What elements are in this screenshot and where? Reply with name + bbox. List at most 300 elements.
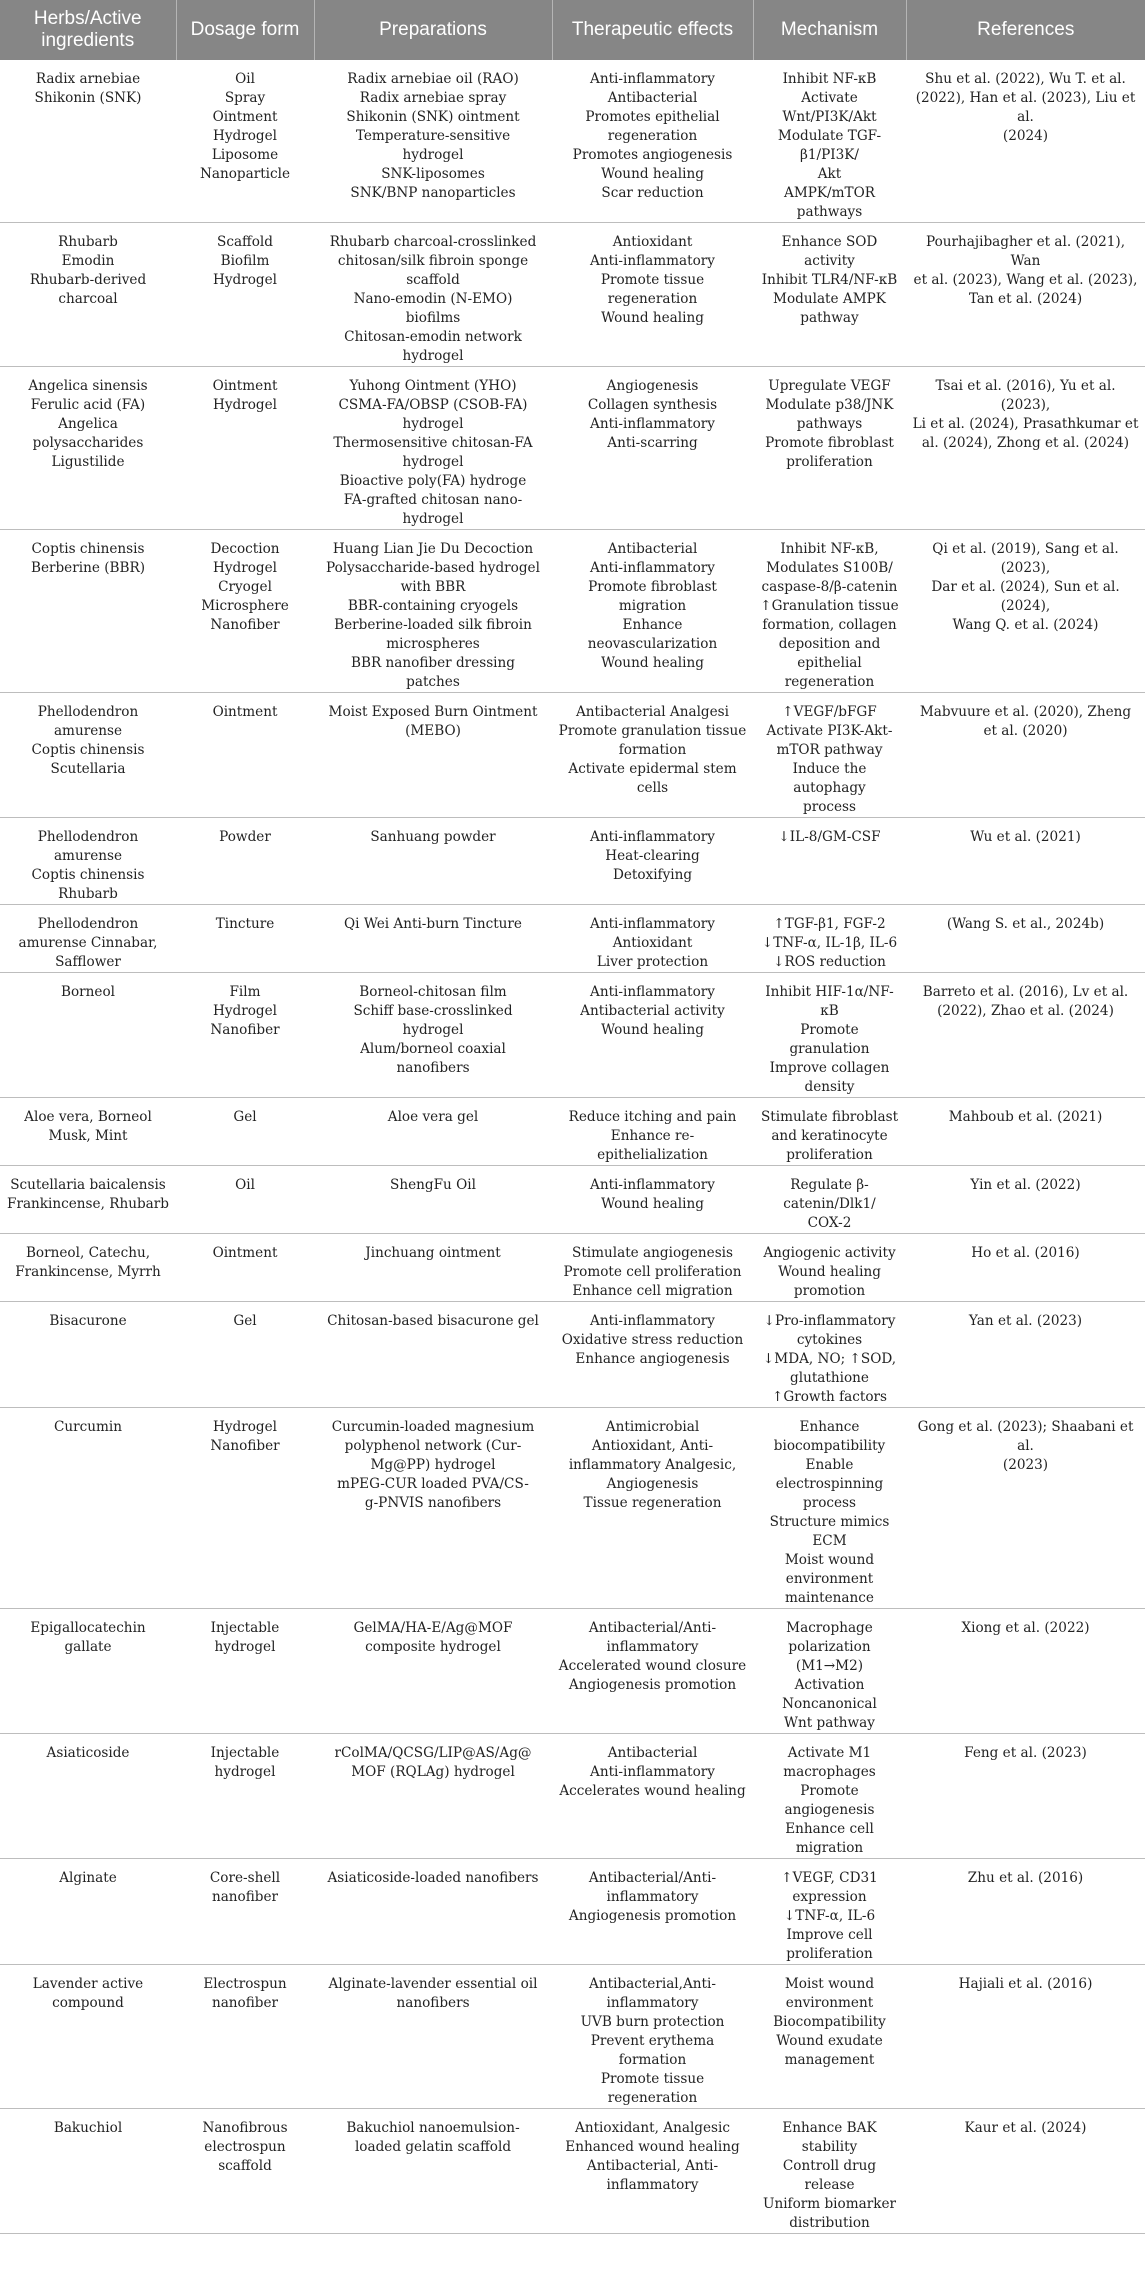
cell-preparations [314,1408,552,1609]
cell-line: epithelial regeneration [784,655,875,690]
cell-line: cells [636,780,669,796]
cell-line: Modulate AMPK [773,291,886,307]
cell-line: Enhance BAK stability [782,2120,877,2155]
cell-line: COX-2 [807,1215,852,1231]
table-body [0,60,1145,2234]
cell-line: Hydrogel [212,272,277,288]
table-row [0,1859,1145,1965]
cell-line: Upregulate VEGF [768,378,891,394]
cell-line: patches [406,674,460,690]
cell-line: Lavender active [32,1976,144,1992]
cell-therapeutic-effects [552,2109,753,2234]
cell-line: Oil [235,71,255,87]
cell-dosage-form [176,1965,314,2109]
cell-line: nanofibers [396,1995,470,2011]
cell-mechanism [753,60,906,223]
cell-line: ↑VEGF, CD31 [781,1870,878,1886]
cell-line: Thermosensitive chitosan-FA [333,435,533,451]
cell-line: Antioxidant [612,935,693,951]
cell-line: Enhance angiogenesis [575,1351,730,1367]
cell-preparations [314,1859,552,1965]
cell-line: Cryogel [218,579,272,595]
cell-line: Wound exudate [776,2033,883,2049]
cell-line: FA-grafted chitosan nano- [343,492,523,508]
cell-line: Ligustilide [51,454,125,470]
cell-line: et al. (2023), Wang et al. (2023), [913,272,1138,288]
cell-line: Rhubarb charcoal-crosslinked [329,234,537,250]
cell-line: Curcumin-loaded magnesium [331,1419,535,1435]
cell-line: hydrogel [402,454,464,470]
table-row [0,223,1145,367]
cell-line: migration [618,598,687,614]
cell-dosage-form [176,530,314,693]
cell-line: Prevent erythema [590,2033,715,2049]
cell-therapeutic-effects [552,818,753,905]
cell-line: Enhance [622,617,683,633]
cell-line: Wound healing [601,310,704,326]
cell-line: Gel [233,1109,257,1125]
cell-line: Antibacterial,Anti- [589,1976,716,1992]
cell-line: Yuhong Ointment (YHO) [349,378,517,394]
cell-line: Moist wound [784,1976,875,1992]
table-row [0,1408,1145,1609]
cell-line: Inhibit NF-κB, [780,541,879,557]
cell-line: Phellodendron [37,916,139,932]
cell-line: inflammatory [606,1889,699,1905]
cell-line: Macrophage polarization [786,1620,873,1655]
cell-line: Hydrogel [212,560,277,576]
cell-line: nanofibers [396,1060,470,1076]
cell-references [906,530,1145,693]
cell-line: Alginate [59,1870,117,1886]
cell-line: formation, collagen [762,617,897,633]
cell-references [906,367,1145,530]
cell-line: Wu et al. (2021) [970,829,1081,845]
cell-line: Safflower [55,954,121,970]
cell-line: pathway [800,310,859,326]
cell-references [906,1098,1145,1166]
cell-line: Antibacterial [607,541,698,557]
cell-references [906,1408,1145,1609]
cell-line: regeneration [607,128,698,144]
cell-line: Anti-scarring [607,435,698,451]
cell-line: Qi Wei Anti-burn Tincture [344,916,522,932]
cell-mechanism [753,1408,906,1609]
cell-line: Wound healing [601,655,704,671]
cell-preparations [314,1609,552,1734]
cell-line: proliferation [786,1946,873,1962]
cell-references [906,1965,1145,2109]
cell-line: hydrogel [402,348,464,364]
cell-preparations [314,1734,552,1859]
cell-references [906,1734,1145,1859]
cell-mechanism [753,2109,906,2234]
cell-line: Antibacterial/Anti- [588,1620,717,1636]
cell-line: UVB burn protection [580,2014,725,2030]
cell-references [906,223,1145,367]
cell-herbs [0,1965,176,2109]
cell-line: Antibacterial/Anti- [588,1870,717,1886]
cell-line: neovascularization [587,636,718,652]
cell-herbs [0,1408,176,1609]
cell-line: mTOR pathway [776,742,883,758]
cell-line: AMPK/mTOR pathways [784,185,875,220]
cell-line: Promote granulation tissue [558,723,747,739]
cell-preparations [314,1234,552,1302]
cell-line: Akt [817,166,842,182]
cell-line: Hydrogel [212,397,277,413]
cell-herbs [0,223,176,367]
cell-line: Qi et al. (2019), Sang et al. (2023), [932,541,1119,576]
cell-herbs [0,973,176,1098]
cell-line: Xiong et al. (2022) [961,1620,1090,1636]
cell-line: scaffold [218,2158,272,2174]
cell-line: Tincture [215,916,275,932]
cell-line: Film [229,984,261,1000]
cell-line: Promote granulation [789,1022,870,1057]
cell-herbs [0,1302,176,1408]
cell-mechanism [753,693,906,818]
cell-preparations [314,905,552,973]
cell-preparations [314,818,552,905]
cell-line: inflammatory [606,2177,699,2193]
cell-line: Ointment [212,704,278,720]
cell-preparations [314,223,552,367]
cell-line: pathways [796,416,863,432]
cell-line: Enhance cell migration [572,1283,733,1299]
table-row [0,1609,1145,1734]
cell-line: Alum/borneol coaxial [360,1041,506,1057]
cell-line: Wound healing [778,1264,881,1280]
cell-preparations [314,60,552,223]
cell-references [906,1234,1145,1302]
cell-line: nanofiber [211,1889,279,1905]
cell-line: Antioxidant, Analgesic [575,2120,730,2136]
cell-line: BBR-containing cryogels [347,598,519,614]
cell-line: environment [785,1571,874,1587]
cell-line: loaded gelatin scaffold [354,2139,512,2155]
cell-line: Aloe vera, Borneol [24,1109,152,1125]
cell-line: formation [618,742,687,758]
cell-therapeutic-effects [552,1859,753,1965]
cell-therapeutic-effects [552,367,753,530]
cell-mechanism [753,223,906,367]
cell-herbs [0,530,176,693]
cell-dosage-form [176,223,314,367]
cell-line: Scar reduction [601,185,704,201]
cell-line: Li et al. (2024), Prasathkumar et [912,416,1139,432]
cell-therapeutic-effects [552,1166,753,1234]
cell-references [906,905,1145,973]
cell-line: Pourhajibagher et al. (2021), Wan [925,234,1126,269]
cell-line: ↓IL-8/GM-CSF [778,829,881,845]
cell-line: amurense [53,723,123,739]
cell-line: chitosan/silk fibroin sponge [337,253,529,269]
cell-line: Promote fibroblast [588,579,717,595]
cell-line: Uniform biomarker [763,2196,896,2212]
cell-line: Hydrogel [212,1419,277,1435]
cell-line: Oil [235,1177,255,1193]
table-row [0,1166,1145,1234]
cell-therapeutic-effects [552,60,753,223]
cell-line: Curcumin [53,1419,122,1435]
cell-line: Frankincense, Myrrh [15,1264,161,1280]
table-row [0,530,1145,693]
cell-line: (Wang S. et al., 2024b) [946,916,1105,932]
cell-therapeutic-effects [552,1098,753,1166]
cell-herbs [0,1234,176,1302]
cell-line: process [803,1495,856,1511]
cell-line: Alginate-lavender essential oil [328,1976,538,1992]
cell-line: distribution [789,2215,870,2231]
cell-line: Sanhuang powder [370,829,496,845]
cell-line: Enhance SOD activity [781,234,878,269]
cell-line: Induce the autophagy [792,761,867,796]
cell-line: Hajiali et al. (2016) [958,1976,1093,1992]
cell-line: SNK-liposomes [381,166,485,182]
cell-preparations [314,530,552,693]
cell-line: Chitosan-emodin network [344,329,522,345]
cell-line: Core-shell [209,1870,281,1886]
cell-line: cytokines [796,1332,863,1348]
cell-line: Dar et al. (2024), Sun et al. (2024), [931,579,1120,614]
cell-line: Scaffold [217,234,273,250]
cell-herbs [0,818,176,905]
cell-line: mPEG-CUR loaded PVA/CS- [337,1476,529,1492]
cell-line: (M1→M2) [795,1658,864,1674]
cell-line: Radix arnebiae [35,71,141,87]
cell-mechanism [753,1965,906,2109]
table-row [0,905,1145,973]
cell-references [906,818,1145,905]
cell-line: Berberine-loaded silk fibroin [334,617,532,633]
cell-line: regeneration [607,291,698,307]
cell-line: Stimulate fibroblast [760,1109,899,1125]
cell-line: Nano-emodin (N-EMO) [353,291,513,307]
cell-line: et al. (2020) [983,723,1068,739]
cell-therapeutic-effects [552,905,753,973]
cell-line: Reduce itching and pain [568,1109,737,1125]
cell-line: formation [618,2052,687,2068]
cell-line: Improve cell [786,1927,873,1943]
cell-herbs [0,905,176,973]
cell-line: deposition and [778,636,881,652]
cell-preparations [314,1098,552,1166]
cell-therapeutic-effects [552,1609,753,1734]
cell-line: Moist Exposed Burn Ointment [328,704,538,720]
cell-line: Biocompatibility [773,2014,886,2030]
cell-dosage-form [176,693,314,818]
cell-line: Nanofiber [210,1022,280,1038]
cell-line: Emodin [61,253,115,269]
table-row [0,818,1145,905]
cell-line: Wound healing [601,1022,704,1038]
cell-line: promotion [793,1283,866,1299]
cell-dosage-form [176,1859,314,1965]
cell-references [906,693,1145,818]
cell-line: Borneol-chitosan film [359,984,507,1000]
cell-line: Heat-clearing [605,848,700,864]
cell-references [906,1302,1145,1408]
cell-references [906,1859,1145,1965]
cell-preparations [314,2109,552,2234]
cell-line: rColMA/QCSG/LIP@AS/Ag@ [334,1745,532,1761]
cell-line: (2022), Han et al. (2023), Liu et al. [915,90,1136,125]
cell-mechanism [753,1098,906,1166]
cell-line: Polysaccharide-based hydrogel [326,560,540,576]
cell-line: hydrogel [214,1639,276,1655]
cell-line: Promote angiogenesis [784,1783,875,1818]
cell-line: Collagen synthesis [587,397,718,413]
cell-line: Antibacterial Analgesi [575,704,730,720]
cell-line: Frankincense, Rhubarb [7,1196,169,1212]
cell-line: Feng et al. (2023) [964,1745,1087,1761]
cell-line: Ho et al. (2016) [971,1245,1080,1261]
cell-line: BBR nanofiber dressing [351,655,515,671]
cell-line: with BBR [400,579,466,595]
cell-line: Angiogenesis [606,378,699,394]
cell-dosage-form [176,1234,314,1302]
cell-line: regeneration [607,2090,698,2106]
cell-line: Liver protection [596,954,709,970]
cell-dosage-form [176,60,314,223]
cell-mechanism [753,367,906,530]
cell-references [906,973,1145,1098]
cell-preparations [314,367,552,530]
cell-line: Coptis chinensis [31,867,145,883]
cell-line: compound [52,1995,124,2011]
cell-line: Oxidative stress reduction [561,1332,744,1348]
cell-herbs [0,1098,176,1166]
cell-line: Wound healing [601,1196,704,1212]
cell-line: hydrogel [402,147,464,163]
cell-line: Ointment [212,378,278,394]
cell-therapeutic-effects [552,973,753,1098]
table-row [0,1965,1145,2109]
cell-mechanism [753,818,906,905]
cell-line: Accelerated wound closure [558,1658,747,1674]
cell-line: Activate PI3K-Akt- [766,723,893,739]
cell-line: hydrogel [402,416,464,432]
table-row [0,367,1145,530]
cell-line: (2022), Zhao et al. (2024) [937,1003,1114,1019]
cell-therapeutic-effects [552,1734,753,1859]
cell-line: Borneol, Catechu, [25,1245,151,1261]
cell-line: Antibacterial [607,90,698,106]
cell-line: Gong et al. (2023); Shaabani et al. [917,1419,1134,1454]
cell-line: polysaccharides [32,435,144,451]
cell-line: Liposome [211,147,279,163]
header-dosage-form: Dosage form [176,0,314,60]
cell-line: Antioxidant [612,234,693,250]
cell-line: Inhibit TLR4/NF-κB [761,272,898,288]
cell-line: composite hydrogel [365,1639,501,1655]
table-row [0,1302,1145,1408]
cell-line: biofilms [405,310,461,326]
table-row [0,693,1145,818]
cell-line: Wang Q. et al. (2024) [952,617,1099,633]
header-therapeutic-effects: Therapeutic effects [552,0,753,60]
cell-line: Accelerates wound healing [559,1783,746,1799]
cell-mechanism [753,1166,906,1234]
cell-line: GelMA/HA-E/Ag@MOF [353,1620,513,1636]
cell-line: Angiogenesis [606,1476,699,1492]
cell-line: Detoxifying [612,867,693,883]
cell-line: Mabvuure et al. (2020), Zheng [919,704,1132,720]
cell-dosage-form [176,1166,314,1234]
cell-line: Radix arnebiae spray [359,90,507,106]
cell-line: hydrogel [402,511,464,527]
cell-line: Regulate β-catenin/Dlk1/ [783,1177,876,1212]
cell-line: ↑Growth factors [772,1389,887,1405]
cell-mechanism [753,530,906,693]
cell-line: Nanoparticle [199,166,291,182]
cell-line: inflammatory [606,1639,699,1655]
cell-line: Enhanced wound healing [565,2139,740,2155]
cell-dosage-form [176,2109,314,2234]
cell-line: Nanofiber [210,617,280,633]
cell-line: Promotes epithelial [585,109,720,125]
cell-line: Promote cell proliferation [563,1264,742,1280]
cell-line: Phellodendron [37,704,139,720]
cell-preparations [314,1965,552,2109]
cell-therapeutic-effects [552,1234,753,1302]
cell-line: proliferation [786,1147,873,1163]
cell-line: Tan et al. (2024) [968,291,1083,307]
header-mechanism: Mechanism [753,0,906,60]
table-row [0,60,1145,223]
cell-line: Tissue regeneration [583,1495,722,1511]
cell-therapeutic-effects [552,1302,753,1408]
cell-line: Bakuchiol [53,2120,123,2136]
cell-mechanism [753,1234,906,1302]
cell-line: charcoal [58,291,118,307]
cell-line: (2023) [1002,1457,1049,1473]
cell-line: Inhibit HIF-1α/NF-κB [765,984,894,1019]
cell-dosage-form [176,1609,314,1734]
cell-line: Huang Lian Jie Du Decoction [332,541,534,557]
cell-line: Mg@PP) hydrogel [370,1457,496,1473]
cell-line: Enhance cell migration [785,1821,874,1856]
cell-mechanism [753,973,906,1098]
cell-line: Angiogenic activity [763,1245,896,1261]
cell-mechanism [753,1609,906,1734]
cell-line: Moist wound [784,1552,875,1568]
cell-dosage-form [176,1098,314,1166]
cell-line: Ferulic acid (FA) [30,397,146,413]
cell-mechanism [753,905,906,973]
cell-line: Promote tissue [600,2071,705,2087]
cell-line: Promote tissue [600,272,705,288]
cell-line: Angelica sinensis [28,378,148,394]
cell-line: al. (2024), Zhong et al. (2024) [921,435,1130,451]
cell-line: Berberine (BBR) [30,560,146,576]
cell-line: Ointment [212,1245,278,1261]
cell-dosage-form [176,1302,314,1408]
cell-line: Angelica [58,416,118,432]
cell-herbs [0,1166,176,1234]
cell-line: Anti-inflammatory [590,253,715,269]
cell-line: Stimulate angiogenesis [572,1245,733,1261]
cell-line: Gel [233,1313,257,1329]
cell-line: polyphenol network (Cur- [344,1438,522,1454]
cell-line: scaffold [406,272,460,288]
cell-line: Epigallocatechin gallate [30,1620,146,1655]
cell-line: Promote fibroblast [765,435,894,451]
cell-line: Shikonin (SNK) [34,90,142,106]
table-row [0,2109,1145,2234]
cell-line: Antioxidant, Anti- [591,1438,714,1454]
